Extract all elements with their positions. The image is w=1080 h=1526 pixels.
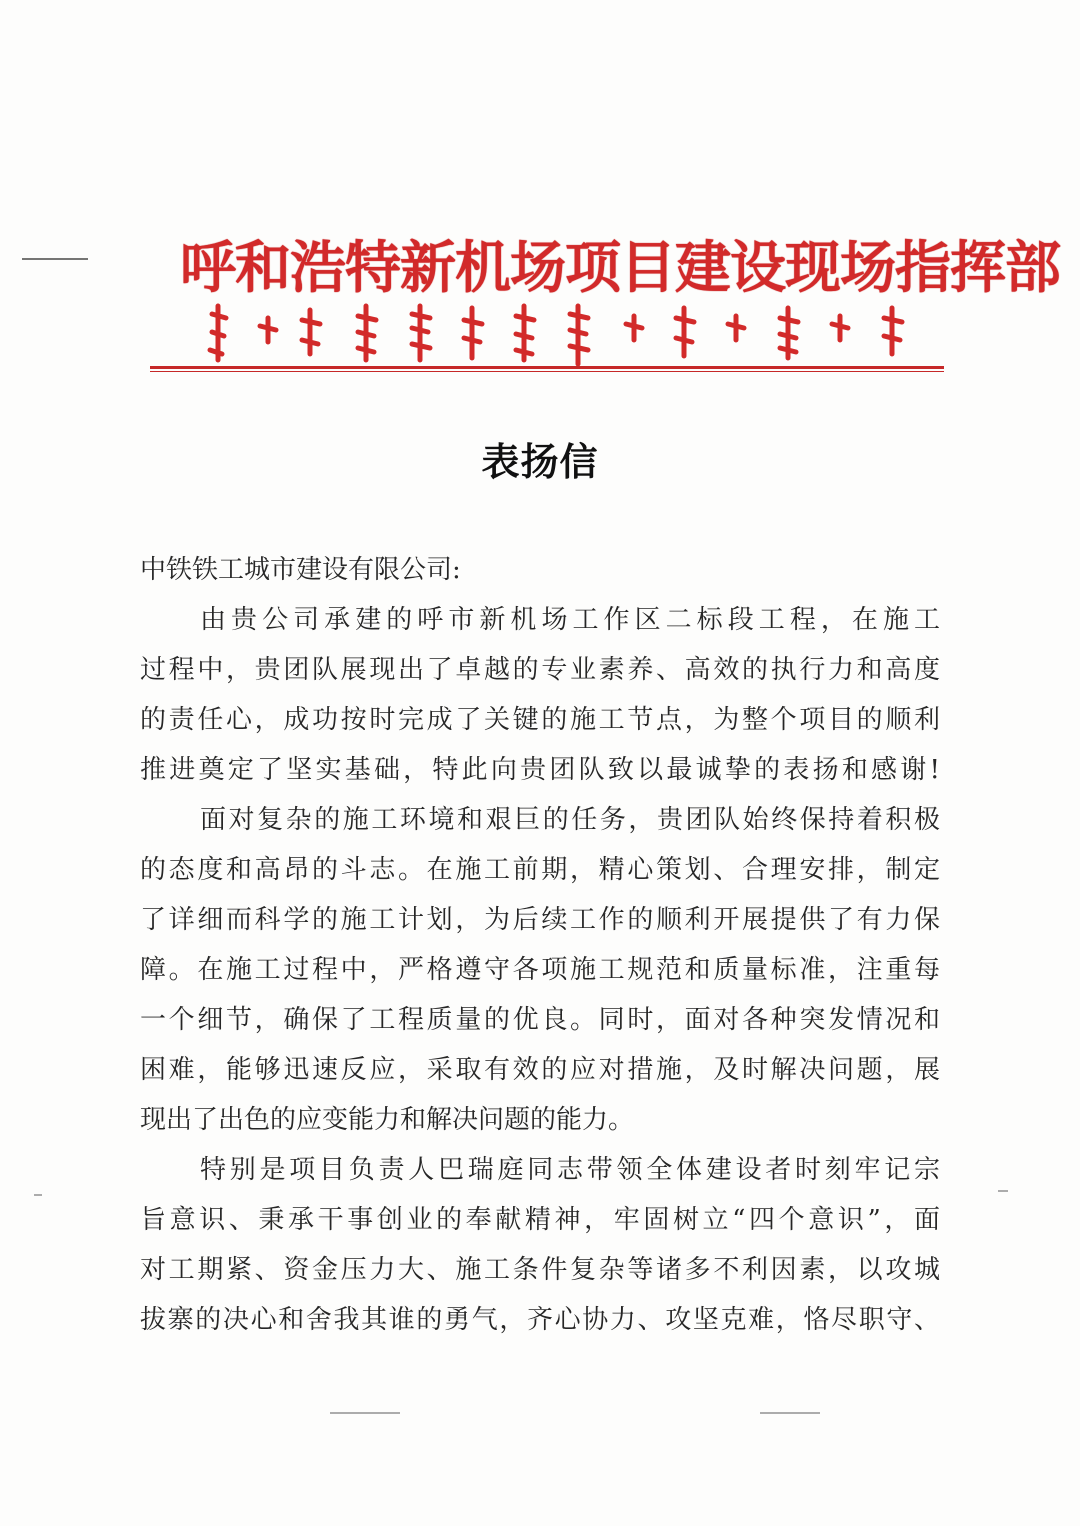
paragraph-2-line-4: 障。在施工过程中，严格遵守各项施工规范和质量标准，注重每 [140, 955, 940, 985]
paragraph-1-line-1: 由贵公司承建的呼市新机场工作区二标段工程，在施工 [200, 605, 940, 635]
paragraph-2-line-6: 困难，能够迅速反应，采取有效的应对措施，及时解决问题，展 [140, 1055, 940, 1085]
scan-edge-mark [22, 258, 88, 260]
paragraph-1-line-4: 推进奠定了坚实基础，特此向贵团队致以最诚挚的表扬和感谢! [140, 755, 940, 785]
paragraph-3-line-1: 特别是项目负责人巴瑞庭同志带领全体建设者时刻牢记宗 [200, 1155, 940, 1185]
paragraph-3-line-2: 旨意识、秉承干事创业的奉献精神，牢固树立“四个意识”，面 [140, 1205, 940, 1235]
scan-artifact-right [760, 1412, 820, 1414]
scan-artifact-margin-right [998, 1190, 1008, 1192]
letterhead-red-rule [150, 366, 944, 369]
salutation: 中铁铁工城市建设有限公司: [140, 555, 461, 585]
letterhead [150, 228, 1060, 378]
scan-artifact-left [330, 1412, 400, 1414]
paragraph-2-line-7: 现出了出色的应变能力和解决问题的能力。 [140, 1105, 635, 1135]
paragraph-1-line-3: 的责任心，成功按时完成了关键的施工节点，为整个项目的顺利 [140, 705, 940, 735]
paragraph-2-line-5: 一个细节，确保了工程质量的优良。同时，面对各种突发情况和 [140, 1005, 940, 1035]
scan-artifact-margin-left [34, 1194, 42, 1196]
paragraph-2-line-1: 面对复杂的施工环境和艰巨的任务，贵团队始终保持着积极 [200, 805, 940, 835]
paragraph-1-line-2: 过程中，贵团队展现出了卓越的专业素养、高效的执行力和高度 [140, 655, 940, 685]
document-title: 表扬信 [481, 439, 599, 484]
letterhead-org-name: 呼和浩特新机场项目建设现场指挥部 [180, 235, 1060, 301]
paragraph-2-line-3: 了详细而科学的施工计划，为后续工作的顺利开展提供了有力保 [140, 905, 940, 935]
paragraph-3-line-3: 对工期紧、资金压力大、施工条件复杂等诸多不利因素，以攻城 [140, 1255, 940, 1285]
mongolian-script-graphic [198, 298, 918, 368]
paragraph-3-line-4: 拔寨的决心和舍我其谁的勇气，齐心协力、攻坚克难，恪尽职守、 [140, 1305, 940, 1335]
paragraph-2-line-2: 的态度和高昂的斗志。在施工前期，精心策划、合理安排，制定 [140, 855, 940, 885]
letterhead-red-rule-thin [150, 371, 944, 372]
mongolian-script-logo [198, 298, 918, 368]
